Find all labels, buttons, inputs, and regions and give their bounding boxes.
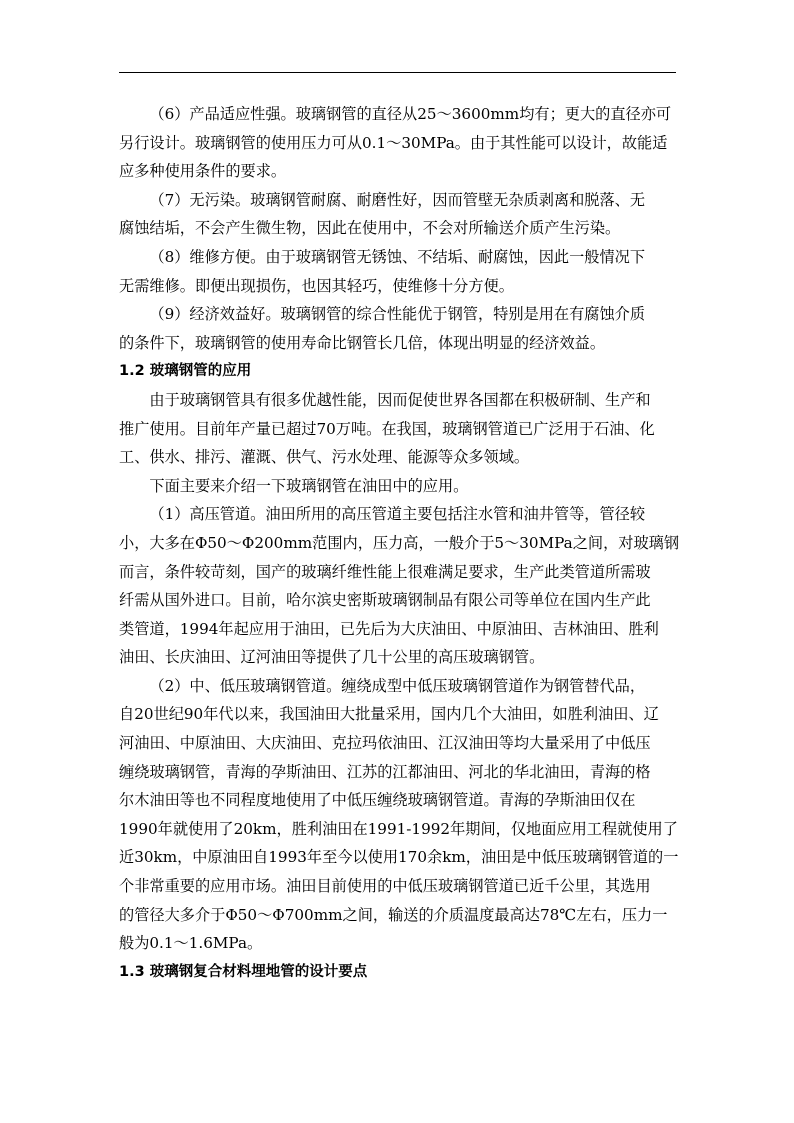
para-application-intro (119, 386, 676, 472)
heading-text: 1.2 玻璃钢管的应用 (119, 363, 252, 380)
para-high-pressure (119, 500, 680, 672)
text-line: 的条件下，玻璃钢管的使用寿命比钢管长几倍，体现出明显的经济效益。 (119, 333, 605, 352)
text-line: 缠绕玻璃钢管，青海的孕斯油田、江苏的江都油田、河北的华北油田，青海的格 (119, 762, 651, 781)
text-line: （7）无污染。玻璃钢管耐腐、耐磨性好，因而管壁无杂质剥离和脱落、无 (149, 190, 646, 209)
para-oilfield-intro (119, 472, 676, 501)
text-line: 下面主要来介绍一下玻璃钢管在油田中的应用。 (149, 476, 469, 495)
text-line: 类管道，1994年起应用于油田，已先后为大庆油田、中原油田、吉林油田、胜利 (119, 619, 659, 638)
document-body (119, 100, 680, 986)
text-line: 推广使用。目前年产量已超过70万吨。在我国，玻璃钢管道已广泛用于石油、化 (119, 419, 655, 438)
text-line: 工、供水、排污、灌溉、供气、污水处理、能源等众多领域。 (119, 448, 530, 467)
text-line: 自20世纪90年代以来，我国油田大批量采用，国内几个大油田，如胜利油田、辽 (119, 705, 659, 724)
text-line: 尔木油田等也不同程度地使用了中低压缠绕玻璃钢管道。青海的孕斯油田仅在 (119, 791, 636, 810)
para-item-6 (119, 100, 676, 186)
text-line: 纤需从国外进口。目前，哈尔滨史密斯玻璃钢制品有限公司等单位在国内生产此 (119, 591, 651, 610)
text-line: （9）经济效益好。玻璃钢管的综合性能优于钢管，特别是用在有腐蚀介质 (149, 305, 646, 324)
text-line: 的管径大多介于Φ50～Φ700mm之间，输送的介质温度最高达78℃左右，压力一 (119, 905, 668, 924)
text-line: （8）维修方便。由于玻璃钢管无锈蚀、不结垢、耐腐蚀，因此一般情况下 (149, 247, 646, 266)
text-line: 而言，条件较苛刻，国产的玻璃纤维性能上很难满足要求，生产此类管道所需玻 (119, 562, 651, 581)
header-rule (119, 72, 676, 73)
heading-text: 1.3 玻璃钢复合材料埋地管的设计要点 (119, 963, 368, 980)
heading-1-2 (119, 357, 676, 386)
para-item-8 (119, 243, 676, 300)
text-line: 应多种使用条件的要求。 (119, 162, 287, 181)
text-line: 个非常重要的应用市场。油田目前使用的中低压玻璃钢管道已近千公里，其选用 (119, 877, 651, 896)
para-item-7 (119, 186, 676, 243)
text-line: 无需维修。即便出现损伤，也因其轻巧，使维修十分方便。 (119, 276, 514, 295)
text-line: 1990年就使用了20km，胜利油田在1991-1992年期间，仅地面应用工程就使用了 (119, 819, 678, 838)
para-mid-low-pressure (119, 672, 679, 958)
text-line: （6）产品适应性强。玻璃钢管的直径从25～3600mm均有；更大的直径亦可 (149, 105, 672, 123)
heading-1-3 (119, 958, 676, 987)
text-line: 腐蚀结垢，不会产生微生物，因此在使用中，不会对所输送介质产生污染。 (119, 219, 621, 238)
para-item-9 (119, 300, 676, 357)
text-line: 河油田、中原油田、大庆油田、克拉玛依油田、江汉油田等均大量采用了中低压 (119, 734, 651, 753)
text-line: 由于玻璃钢管具有很多优越性能，因而促使世界各国都在积极研制、生产和 (149, 390, 651, 409)
text-line: 般为0.1～1.6MPa。 (119, 934, 263, 953)
text-line: （1）高压管道。油田所用的高压管道主要包括注水管和油井管等，管径较 (149, 505, 646, 524)
text-line: （2）中、低压玻璃钢管道。缠绕成型中低压玻璃钢管道作为钢管替代品， (149, 676, 646, 695)
text-line: 油田、长庆油田、辽河油田等提供了几十公里的高压玻璃钢管。 (119, 648, 545, 667)
text-line: 另行设计。玻璃钢管的使用压力可从0.1～30MPa。由于其性能可以设计，故能适 (119, 133, 668, 152)
text-line: 近30km，中原油田自1993年至今以使用170余km，油田是中低压玻璃钢管道的一 (119, 848, 679, 867)
text-line: 小，大多在Φ50～Φ200mm范围内，压力高，一般介于5～30MPa之间，对玻璃钢 (119, 533, 680, 552)
